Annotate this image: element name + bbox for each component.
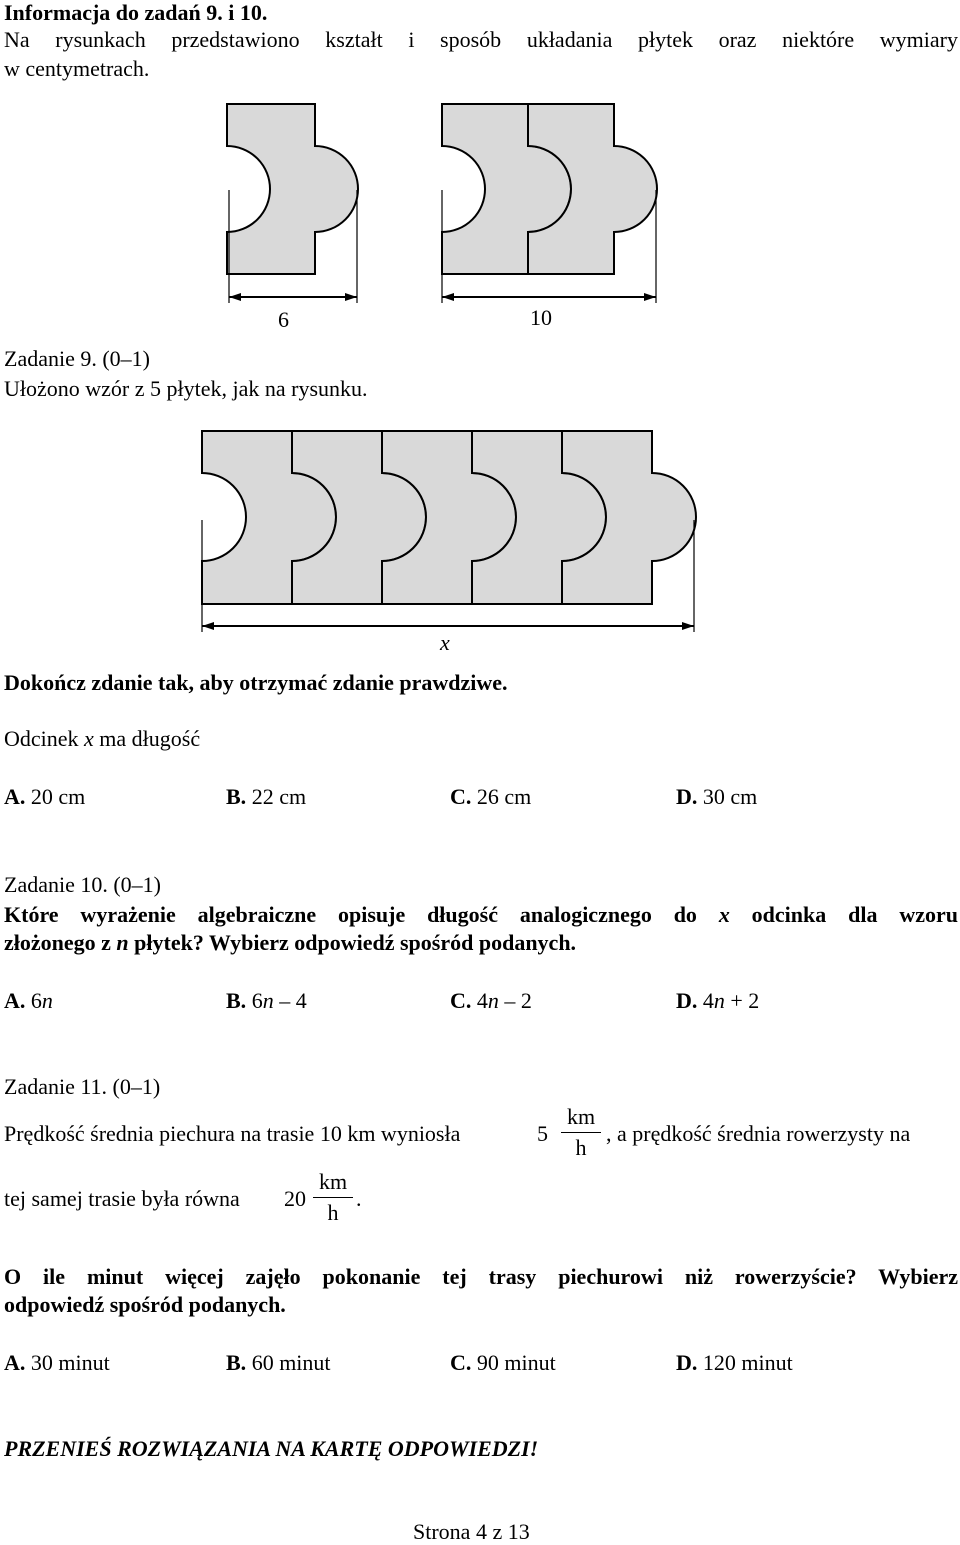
task10-title: Zadanie 10. (0–1) — [4, 872, 161, 897]
dim-x-arrow-left — [202, 622, 214, 630]
tile-figure-five — [0, 0, 960, 650]
task10-option-a[interactable]: A. 6n — [4, 988, 53, 1013]
task9-option-b[interactable]: B. 22 cm — [226, 784, 307, 809]
task11-question-line2: odpowiedź spośród podanych. — [4, 1292, 286, 1317]
info-text-line1: Na rysunkach przedstawiono kształt i sposób układania płytek oraz niektóre wymiary — [4, 27, 958, 52]
transfer-answers-notice: PRZENIEŚ ROZWIĄZANIA NA KARTĘ ODPOWIEDZI! — [4, 1436, 539, 1461]
dim-label-x: x — [440, 630, 450, 655]
task11-walker-speed-value: 5 — [537, 1121, 548, 1146]
task9-title: Zadanie 9. (0–1) — [4, 346, 150, 371]
dim-label-10: 10 — [530, 305, 552, 330]
unit-numerator: km — [318, 1169, 348, 1194]
task10-option-d[interactable]: D. 4n + 2 — [676, 988, 760, 1013]
task11-line2-text: tej samej trasie była równa — [4, 1186, 240, 1211]
task9-option-c[interactable]: C. 26 cm — [450, 784, 532, 809]
unit-denominator: h — [575, 1135, 587, 1160]
unit-numerator: km — [566, 1104, 596, 1129]
unit-denominator: h — [327, 1200, 339, 1225]
task11-unit-fraction-1 — [561, 1104, 601, 1161]
task11-cyclist-speed-value: 20 — [284, 1186, 306, 1211]
info-text-line2: w centymetrach. — [4, 56, 150, 81]
task9-option-a[interactable]: A. 20 cm — [4, 784, 86, 809]
task11-line2-end: . — [356, 1186, 362, 1211]
fraction-bar — [561, 1132, 601, 1133]
task9-instruction: Dokończ zdanie tak, aby otrzymać zdanie prawdziwe. — [4, 670, 508, 695]
task10-option-b[interactable]: B. 6n – 4 — [226, 988, 307, 1013]
task11-title: Zadanie 11. (0–1) — [4, 1074, 161, 1099]
page-number: Strona 4 z 13 — [413, 1519, 530, 1544]
task10-option-c[interactable]: C. 4n – 2 — [450, 988, 532, 1013]
task11-option-a[interactable]: A. 30 minut — [4, 1350, 110, 1375]
fraction-bar — [313, 1197, 353, 1198]
task11-option-d[interactable]: D. 120 minut — [676, 1350, 793, 1375]
dim-x-arrow-right — [682, 622, 694, 630]
task11-line1-text: Prędkość średnia piechura na trasie 10 km wyniosła — [4, 1121, 461, 1146]
task11-question-line1: O ile minut więcej zajęło pokonanie tej trasy piechurowi niż rowerzyście? Wybierz — [4, 1264, 958, 1289]
task10-question-line1: Które wyrażenie algebraiczne opisuje długość analogicznego do x odcinka dla wzoru — [4, 902, 958, 927]
task9-prompt: Odcinek x ma długość — [4, 726, 201, 751]
dim-label-6: 6 — [278, 307, 289, 332]
task9-text: Ułożono wzór z 5 płytek, jak na rysunku. — [4, 376, 368, 401]
task11-option-b[interactable]: B. 60 minut — [226, 1350, 331, 1375]
info-heading: Informacja do zadań 9. i 10. — [4, 0, 268, 25]
task11-option-c[interactable]: C. 90 minut — [450, 1350, 556, 1375]
task11-unit-fraction-2 — [313, 1169, 353, 1226]
task10-question-line2: złożonego z n płytek? Wybierz odpowiedź spośród podanych. — [4, 930, 577, 955]
task11-line1-end: , a prędkość średnia rowerzysty na — [606, 1121, 911, 1146]
task9-option-d[interactable]: D. 30 cm — [676, 784, 758, 809]
